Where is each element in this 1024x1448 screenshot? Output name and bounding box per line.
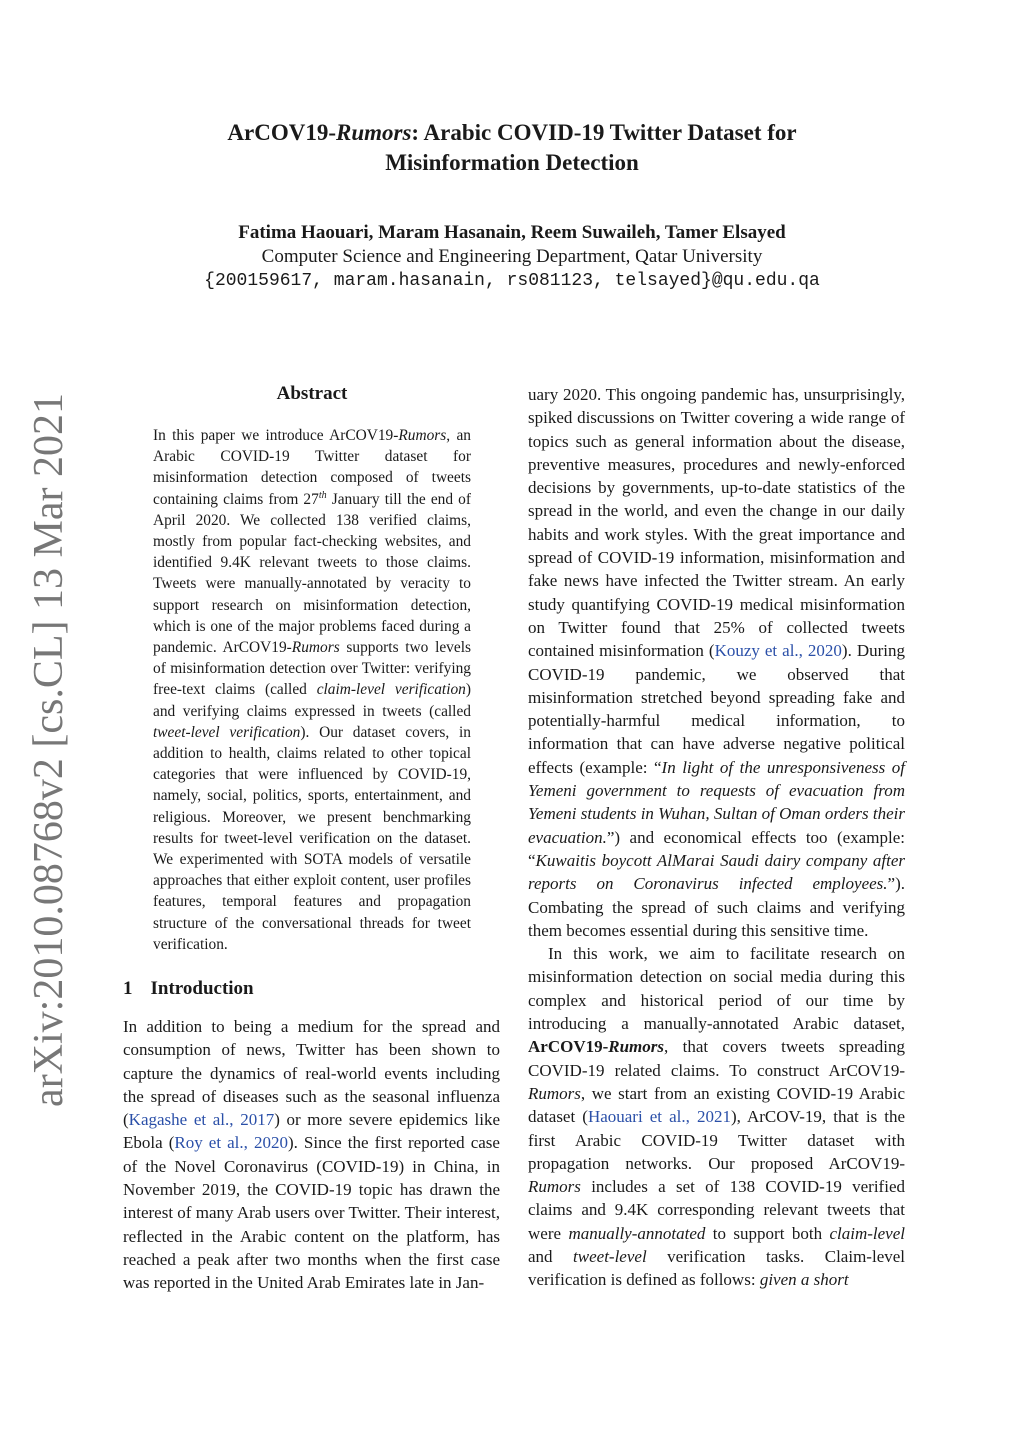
quoted-example: In light of the unresponsiveness of Yemeni government to requests of evacuation from Yemeni students in Wuhan, Sultan of Oman orders their evacuation. [528,757,905,847]
abstract-superscript: th [318,489,327,501]
citation-year: 2021 [696,1107,731,1127]
abstract-italic: Rumors [291,639,340,657]
body-italic: claim-level [829,1223,905,1243]
quoted-example: Kuwaitis boycott AlMarai Saudi dairy company after reports on Coronavirus infected employees. [528,850,905,894]
title-line1-rest: : Arabic COVID-19 Twitter Dataset for [411,120,797,145]
abstract-text: In this paper we introduce ArCOV19- [153,427,399,444]
body-italic: given a short [759,1270,849,1290]
body-text: and [528,1246,574,1266]
abstract-italic: Rumors [398,427,447,444]
author-list: Fatima Haouari, Maram Hasanain, Reem Suwaileh, Tamer Elsayed [238,222,786,243]
title-italic: Rumors [335,120,412,145]
title-prefix: ArCOV19- [227,120,336,145]
abstract-italic: claim-level verification [316,681,466,699]
abstract-text: ). Our dataset covers, in addition to health, claims related to other topical categories that were influenced by COVID-19, namely, social, politics, sports, entertainment, and religious. Moreover, we present benchmarking results for tweet-level verification on the dataset. We experimented with SOTA models of versatile approaches that either exploit content, user profiles features, temporal features and propagation structure of the conversational threads for tweet verification. [153,723,471,953]
body-italic: tweet-level [573,1246,647,1266]
citation-link[interactable]: Roy et al., 2020 [174,1133,288,1153]
citation-link[interactable]: Kagashe et al., 2017 [128,1110,275,1130]
body-italic: Rumors [528,1177,581,1197]
abstract-text: January till the end of April 2020. We collected 138 verified claims, mostly from popular fact-checking websites, and identified 9.4K relevant tweets to those claims. Tweets were manually-annotated by veracity to support research on misinformation detection, which is one of the major problems faced during a pandemic. ArCOV19- [153,490,471,657]
citation-author: Kagashe et al. [128,1110,230,1130]
citation-link[interactable]: Kouzy et al., 2020 [714,641,842,661]
body-text: , we start from an existing COVID-19 Arabic dataset ( [528,1083,905,1127]
body-text: ), ArCOV-19, that is the first Arabic COVID-19 Twitter dataset with propagation networks. Our proposed ArCOV19- [528,1107,905,1173]
dataset-name-bold: ArCOV19- [528,1037,609,1057]
citation-year: 2017 [240,1110,275,1130]
intro-paragraph [528,383,905,942]
citation-link[interactable]: Haouari et al., 2021 [587,1107,731,1127]
abstract-text: ) and verifying claims expressed in tweets (called [153,681,471,720]
body-text: In this work, we aim to facilitate research on misinformation detection on social media during this complex and historical period of our time by introducing a manually-annotated Arabic dataset, [528,944,905,1034]
abstract-italic: tweet-level verification [153,723,301,741]
dataset-name-bold-italic: Rumors [608,1037,665,1057]
intro-paragraph [528,942,905,1291]
body-text: ). During COVID-19 pandemic, we observed that misinformation stretched beyond spreading fake and potentially-harmful medical information, to information that can have adverse negative political effects (example: “ [528,641,905,777]
intro-paragraph [123,1015,500,1295]
body-text: ”). Combating the spread of such claims and verifying them becomes essential during this sensitive time. [528,874,905,940]
body-text: In addition to being a medium for the spread and consumption of news, Twitter has been shown to capture the dynamics of real-world events including the spread of diseases such as the seasonal influenza ( [123,1017,500,1130]
citation-author: Roy et al. [174,1133,244,1153]
intro-left-column [123,1015,500,1295]
title-line2: Misinformation Detection [385,150,639,175]
abstract-text: supports two levels of misinformation detection over Twitter: verifying free-text claims (called [153,639,471,699]
body-text: , that covers tweets spreading COVID-19 related claims. To construct ArCOV19- [528,1037,905,1080]
arxiv-identifier: arXiv:2010.08768v2 [cs.CL] 13 Mar 2021 [26,393,72,1107]
section-title: Introduction [150,978,254,999]
abstract-text: , an Arabic COVID-19 Twitter dataset for misinformation detection composed of tweets containing claims from 27 [153,427,471,508]
body-text: ) or more severe epidemics like Ebola ( [123,1110,500,1153]
arxiv-side-stamp [18,393,80,1107]
body-text: ). Since the first reported case of the Novel Coronavirus (COVID-19) in China, in November 2019, the COVID-19 topic has drawn the interest of many Arab users over Twitter. Their interest, reflected in the Arabic content on the platform, has reached a peak after two months when the first case was reported in the United Arab Emirates late in Jan- [123,1133,500,1293]
body-italic: manually-annotated [568,1223,706,1243]
citation-author: Haouari et al. [587,1107,686,1127]
section-heading-introduction [123,978,254,1000]
citation-year: 2020 [253,1133,288,1153]
body-text: to support both [705,1223,830,1243]
author-emails: {200159617, maram.hasanain, rs081123, telsayed}@qu.edu.qa [204,271,820,291]
body-text: verification tasks. Claim-level verification is defined as follows: [528,1246,906,1290]
abstract-heading: Abstract [276,383,348,404]
body-text: includes a set of 138 COVID-19 verified claims and 9.4K corresponding relevant tweets that were [528,1177,905,1243]
citation-year: 2020 [807,641,842,661]
paper-title [150,118,874,178]
intro-right-column [528,383,905,1292]
affiliation: Computer Science and Engineering Department, Qatar University [261,246,763,267]
body-italic: Rumors [528,1083,581,1103]
body-text: uary 2020. This ongoing pandemic has, unsurprisingly, spiked discussions on Twitter covering a wide range of topics such as general information about the disease, preventive measures, procedures and newly-enforced decisions by governments, up-to-date statistics of the spread in the world, and even the change in our daily habits and work styles. With the great importance and spread of COVID-19 information, misinformation and fake news have infected the Twitter stream. An early study quantifying COVID-19 medical misinformation on Twitter found that 25% of collected tweets contained misinformation ( [528,385,905,661]
section-number: 1 [123,978,133,999]
body-text: ”) and economical effects too (example: “ [528,827,905,870]
citation-author: Kouzy et al. [714,641,799,661]
abstract-body [153,425,471,955]
